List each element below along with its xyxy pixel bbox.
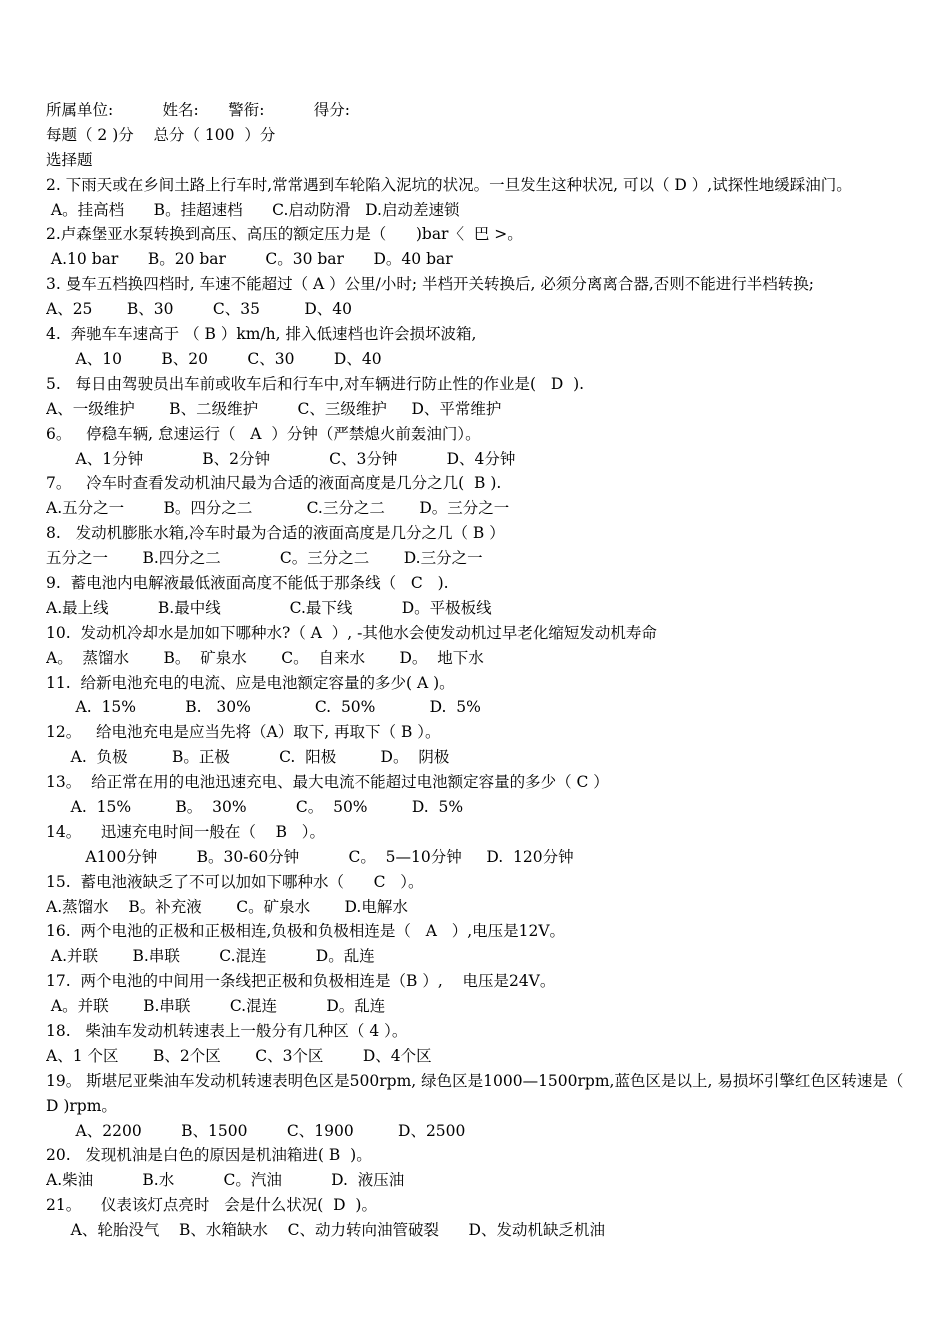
answer-options: A.并联 B.串联 C.混连 D。乱连 (46, 947, 375, 966)
exam-document (46, 98, 908, 1243)
question-text: 8. 发动机膨胀水箱,冷车时最为合适的液面高度是几分之几（ B ） (46, 524, 505, 543)
answer-options: A. 负极 B。正极 C. 阳极 D。 阴极 (46, 748, 450, 767)
question-text: 20. 发现机油是白色的原因是机油箱进( B )。 (46, 1146, 372, 1165)
question-text: 15. 蓄电池液缺乏了不可以加如下哪种水（ C ）。 (46, 872, 424, 891)
question-text: 21。 仪表该灯点亮时 会是什么状况( D )。 (46, 1196, 377, 1215)
section-title: 选择题 (46, 150, 93, 169)
answer-options: A.10 bar B。20 bar C。30 bar D。40 bar (46, 250, 453, 269)
answer-options: A100分钟 B。30-60分钟 C。 5—10分钟 D. 120分钟 (46, 847, 574, 866)
question-text: 16. 两个电池的正极和正极相连,负极和负极相连是（ A ）,电压是12V。 (46, 922, 566, 941)
question-text: 2.卢森堡亚水泵转换到高压、高压的额定压力是（ )bar〈 巴 >。 (46, 225, 523, 244)
answer-options: A、1 个区 B、2个区 C、3个区 D、4个区 (46, 1046, 432, 1065)
answer-options: A、1分钟 B、2分钟 C、3分钟 D、4分钟 (46, 449, 516, 468)
question-text: 11. 给新电池充电的电流、应是电池额定容量的多少( A )。 (46, 673, 455, 692)
header-info-line: 所属单位: 姓名: 警衔: 得分: (46, 101, 350, 119)
question-text: 7。 冷车时查看发动机油尺最为合适的液面高度是几分之几( B ). (46, 474, 502, 493)
answer-options: A.蒸馏水 B。补充液 C。矿泉水 D.电解水 (46, 897, 408, 916)
question-text: 9. 蓄电池内电解液最低液面高度不能低于那条线（ C ). (46, 573, 449, 592)
answer-options: A. 15% B. 30% C. 50% D. 5% (46, 698, 481, 717)
question-text: 10. 发动机冷却水是加如下哪种水?（ A ）, -其他水会使发动机过早老化缩短发动机寿命 (46, 623, 657, 642)
question-text: 4. 奔驰车车速高于 （ B ）km/h, 排入低速档也许会损坏波箱, (46, 325, 477, 344)
question-text: 2. 下雨天或在乡间土路上行车时,常常遇到车轮陷入泥坑的状况。一旦发生这种状况, 可以（ D ）,试探性地缓踩油门。 (46, 175, 852, 194)
question-text: 17. 两个电池的中间用一条线把正极和负极相连是（B ）, 电压是24V。 (46, 972, 556, 991)
answer-options: A。挂高档 B。挂超速档 C.启动防滑 D.启动差速锁 (46, 200, 460, 219)
answer-options: A.最上线 B.最中线 C.最下线 D。平极板线 (46, 598, 492, 617)
score-rule-line: 每题（ 2 )分 总分（ 100 ）分 (46, 125, 276, 144)
answer-options: A。 蒸馏水 B。 矿泉水 C。 自来水 D。 地下水 (46, 648, 484, 667)
question-text: 19。 斯堪尼亚柴油车发动机转速表明色区是500rpm, 绿色区是1000—1500rpm,蓝色区是以上, 易损坏引擎红色区转速是（ D )rpm。 (46, 1071, 904, 1115)
question-text: 6。 停稳车辆, 怠速运行（ A ）分钟（严禁熄火前轰油门）。 (46, 424, 481, 443)
question-text: 13。 给正常在用的电池迅速充电、最大电流不能超过电池额定容量的多少（ C ） (46, 773, 609, 792)
answer-options: A。并联 B.串联 C.混连 D。乱连 (46, 997, 386, 1016)
answer-options: A、25 B、30 C、35 D、40 (46, 300, 353, 319)
question-text: 5. 每日由驾驶员出车前或收车后和行车中,对车辆进行防止性的作业是( D ). (46, 374, 585, 393)
answer-options: A.五分之一 B。四分之二 C.三分之二 D。三分之一 (46, 499, 510, 518)
answer-options: A.柴油 B.水 C。汽油 D. 液压油 (46, 1171, 405, 1190)
answer-options: A、一级维护 B、二级维护 C、三级维护 D、平常维护 (46, 399, 502, 418)
answer-options: A、轮胎没气 B、水箱缺水 C、动力转向油管破裂 D、发动机缺乏机油 (46, 1221, 605, 1240)
answer-options: A、10 B、20 C、30 D、40 (46, 349, 382, 368)
question-text: 12。 给电池充电是应当先将（A）取下, 再取下（ B ）。 (46, 723, 441, 742)
question-text: 14。 迅速充电时间一般在（ B ）。 (46, 822, 326, 841)
answer-options: A、2200 B、1500 C、1900 D、2500 (46, 1121, 466, 1140)
question-text: 3. 曼车五档换四档时, 车速不能超过（ A ）公里/小时; 半档开关转换后, 必须分离离合器,否则不能进行半档转换; (46, 275, 814, 294)
question-text: 18. 柴油车发动机转速表上一般分有几种区（ 4 ）。 (46, 1021, 408, 1040)
answer-options: A. 15% B。 30% C。 50% D. 5% (46, 797, 464, 816)
answer-options: 五分之一 B.四分之二 C。三分之二 D.三分之一 (46, 549, 483, 568)
